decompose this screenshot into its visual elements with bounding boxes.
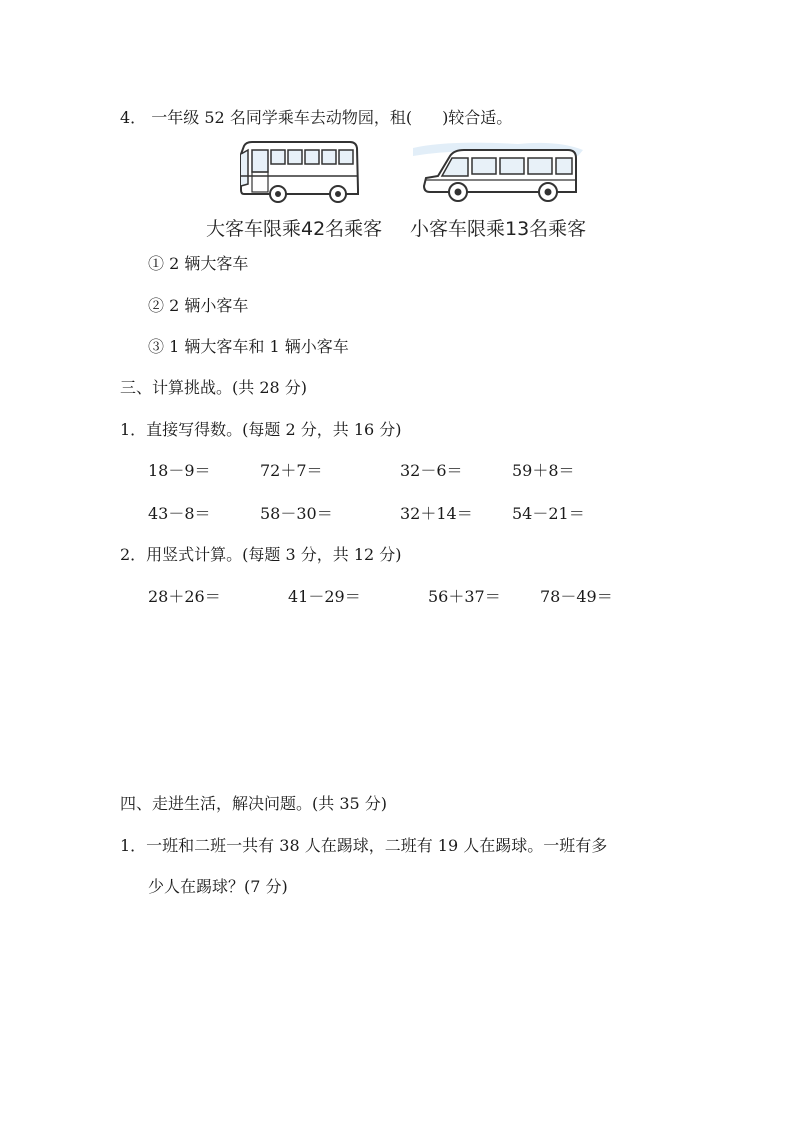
question-4-number: 4． bbox=[120, 108, 147, 127]
section-4-title: 四、走进生活，解决问题。(共 35 分) bbox=[120, 794, 388, 813]
question-4 bbox=[120, 108, 512, 128]
section-3-q1-title: 1．直接写得数。(每题 2 分，共 16 分) bbox=[120, 420, 402, 439]
section-4-q1-line2: 少人在踢球？(7 分) bbox=[148, 877, 288, 896]
calc-item: 32＋14＝ bbox=[400, 504, 473, 523]
calc-item: 72＋7＝ bbox=[260, 461, 323, 480]
calc-item: 18－9＝ bbox=[148, 461, 211, 480]
vertical-calc-item: 78－49＝ bbox=[540, 587, 613, 606]
section-3-q2-title: 2．用竖式计算。(每题 3 分，共 12 分) bbox=[120, 545, 402, 564]
vertical-calc-item: 56＋37＝ bbox=[428, 587, 501, 606]
calc-item: 32－6＝ bbox=[400, 461, 463, 480]
option-3[interactable]: ③ 1 辆大客车和 1 辆小客车 bbox=[148, 337, 349, 356]
question-4-text-after: )较合适。 bbox=[442, 108, 513, 127]
calc-item: 54－21＝ bbox=[512, 504, 585, 523]
option-1[interactable]: ① 2 辆大客车 bbox=[148, 254, 249, 273]
question-4-text-before: 一年级 52 名同学乘车去动物园，租( bbox=[151, 108, 413, 127]
small-bus-caption: 小客车限乘13名乘客 bbox=[410, 218, 587, 240]
section-3-title: 三、计算挑战。(共 28 分) bbox=[120, 378, 308, 397]
vertical-calc-item: 41－29＝ bbox=[288, 587, 361, 606]
calc-item: 58－30＝ bbox=[260, 504, 333, 523]
calc-item: 59＋8＝ bbox=[512, 461, 575, 480]
big-bus-illustration bbox=[238, 140, 363, 205]
calc-item: 43－8＝ bbox=[148, 504, 211, 523]
option-2[interactable]: ② 2 辆小客车 bbox=[148, 296, 249, 315]
section-4-q1-line1: 1．一班和二班一共有 38 人在踢球，二班有 19 人在踢球。一班有多 bbox=[120, 836, 608, 855]
big-bus-caption: 大客车限乘42名乘客 bbox=[206, 218, 383, 240]
vertical-calc-item: 28＋26＝ bbox=[148, 587, 221, 606]
small-bus-illustration bbox=[408, 136, 588, 206]
